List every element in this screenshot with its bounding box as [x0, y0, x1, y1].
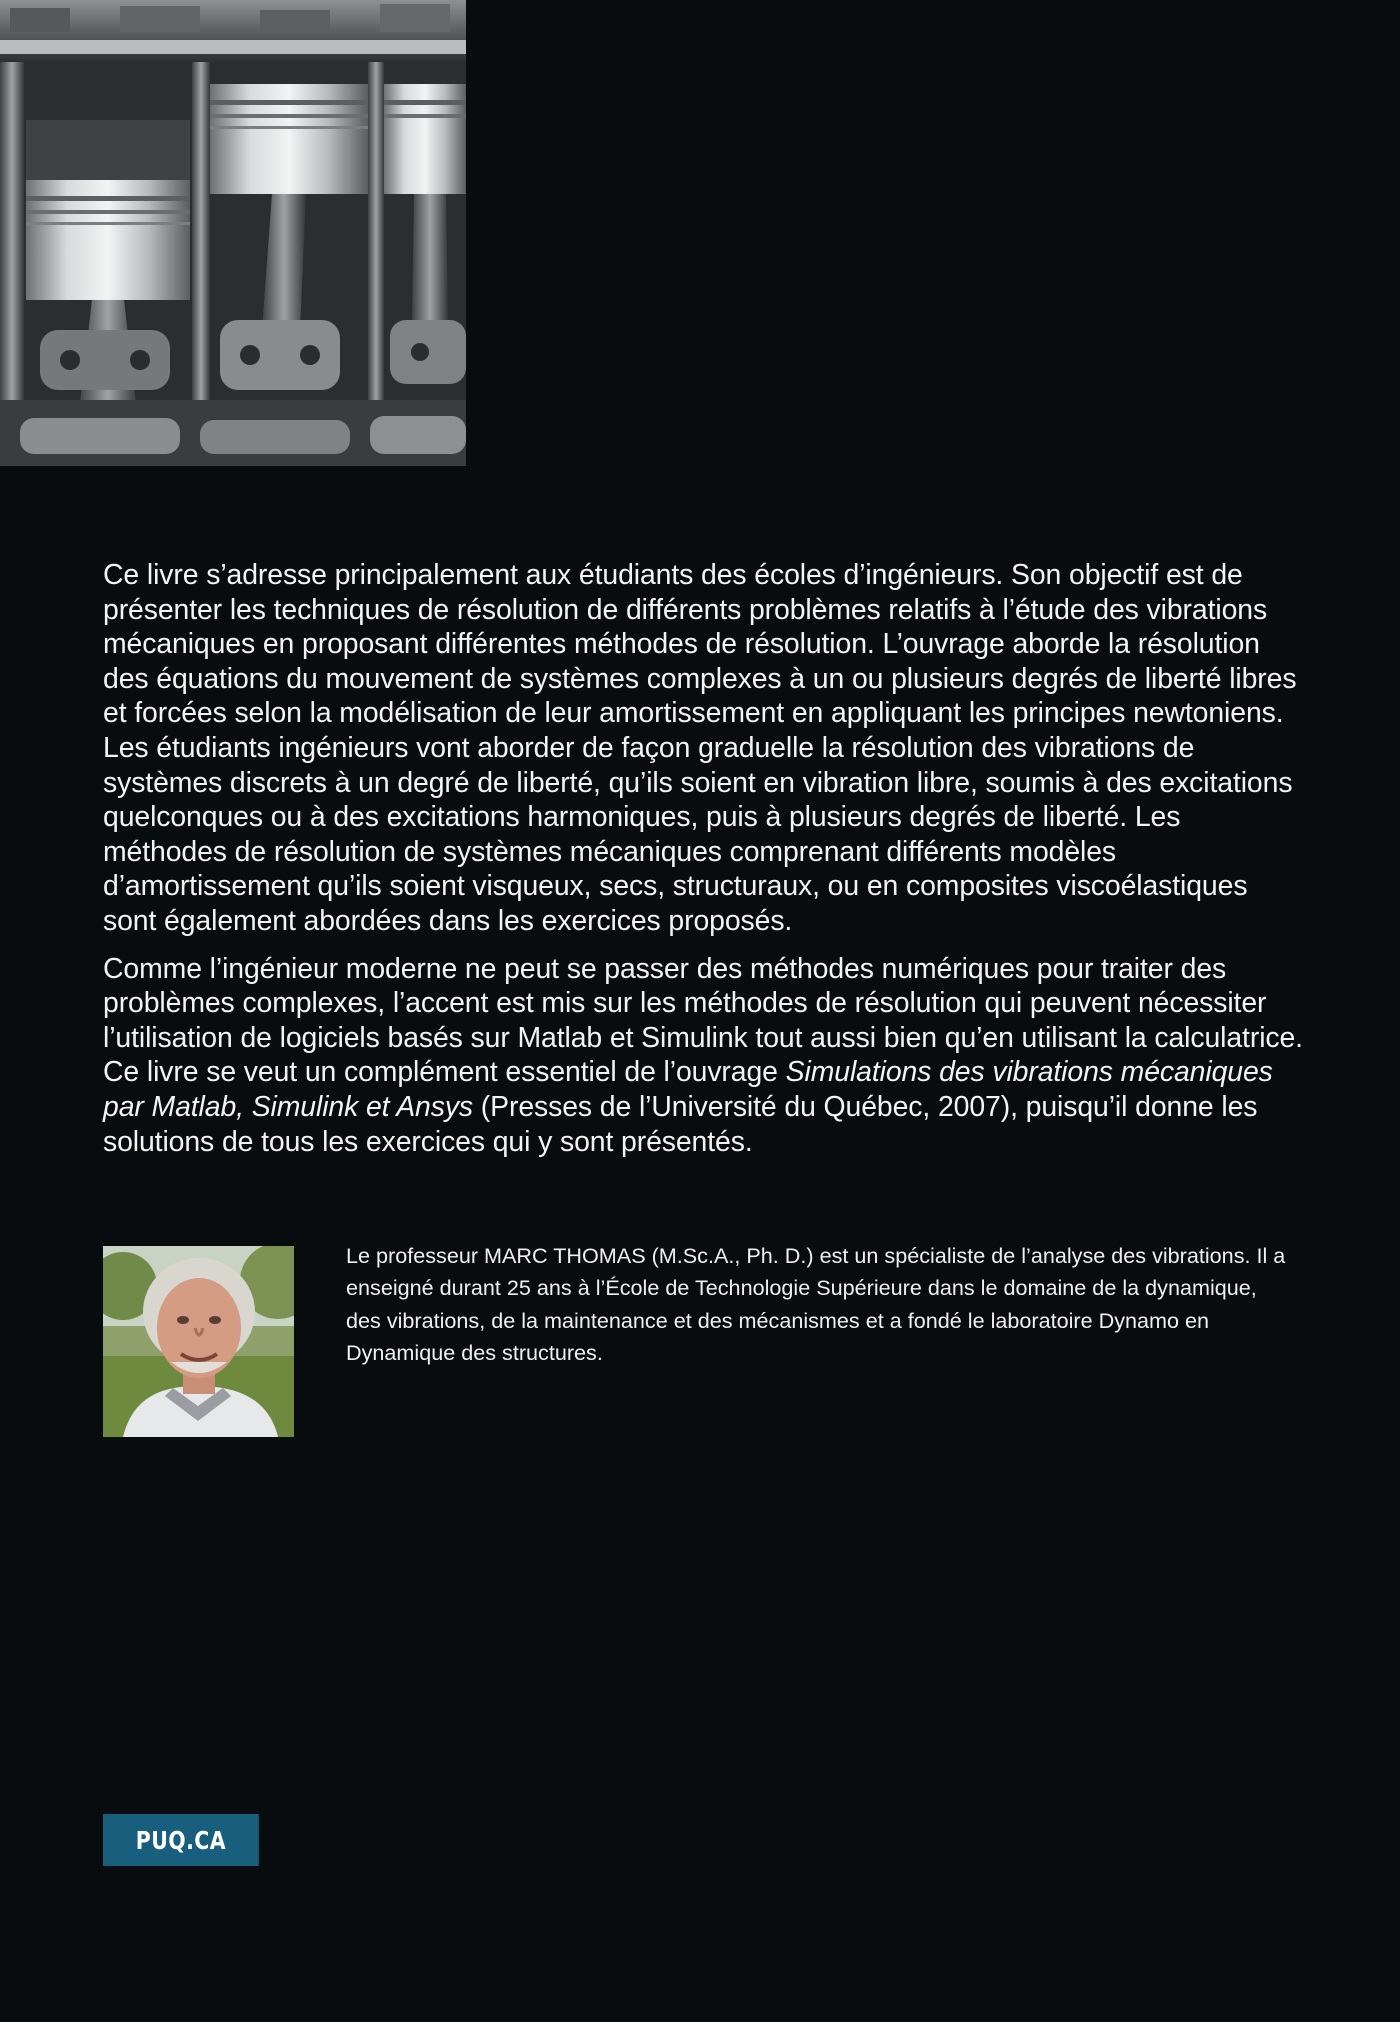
- author-biography: Le professeur MARC THOMAS (M.Sc.A., Ph. D.) est un spécialiste de l’analyse des vibrations. Il a enseigné durant 25 ans à l’École de Technologie Supérieure dans le domaine de la dynamique, des vibrations, de la maintenance et des mécanismes et a fondé le laboratoire Dynamo en Dynamique des structures.: [346, 1243, 1286, 1366]
- description-paragraph-2-end: (Presses de l’Université du Québec, 2007), puisqu’il donne les solutions de tous les exercices qui y sont présentés.: [103, 1090, 1258, 1158]
- description-paragraph-2-intro: Comme l’ingénieur moderne ne peut se passer des méthodes numériques pour traiter des problèmes complexes, l’accent est mis sur les méthodes de résolution qui peuvent nécessiter l’utilisation de logiciels basés sur Matlab et Simulink tout aussi bien qu’en utilisant la calculatrice. Ce livre se veut un complément essentiel de l’ouvrage: [103, 952, 1303, 1089]
- author-portrait: [103, 1246, 294, 1437]
- description-paragraph-2: [103, 952, 1303, 1160]
- publisher-website-badge[interactable]: PUQ.CA: [103, 1814, 259, 1866]
- engine-pistons-photo: [0, 0, 466, 466]
- back-cover-description: [103, 558, 1303, 1172]
- referenced-book-title: Simulations des vibrations mécaniques par Matlab, Simulink et Ansys: [103, 1056, 1273, 1123]
- description-paragraph-1: Ce livre s’adresse principalement aux étudiants des écoles d’ingénieurs. Son objectif est de présenter les techniques de résolution de différents problèmes relatifs à l’étude des vibrations mécaniques en proposant différentes méthodes de résolution. L’ouvrage aborde la résolution des équations du mouvement de systèmes complexes à un ou plusieurs degrés de liberté libres et forcées selon la modélisation de leur amortissement en appliquant les principes newtoniens. Les étudiants ingénieurs vont aborder de façon graduelle la résolution des vibrations de systèmes discrets à un degré de liberté, qu’ils soient en vibration libre, soumis à des excitations quelconques ou à des excitations harmoniques, puis à plusieurs degrés de liberté. Les méthodes de résolution de systèmes mécaniques comprenant différents modèles d’amortissement qu’ils soient visqueux, secs, structuraux, ou en composites viscoélastiques sont également abordées dans les exercices proposés.: [103, 559, 1297, 937]
